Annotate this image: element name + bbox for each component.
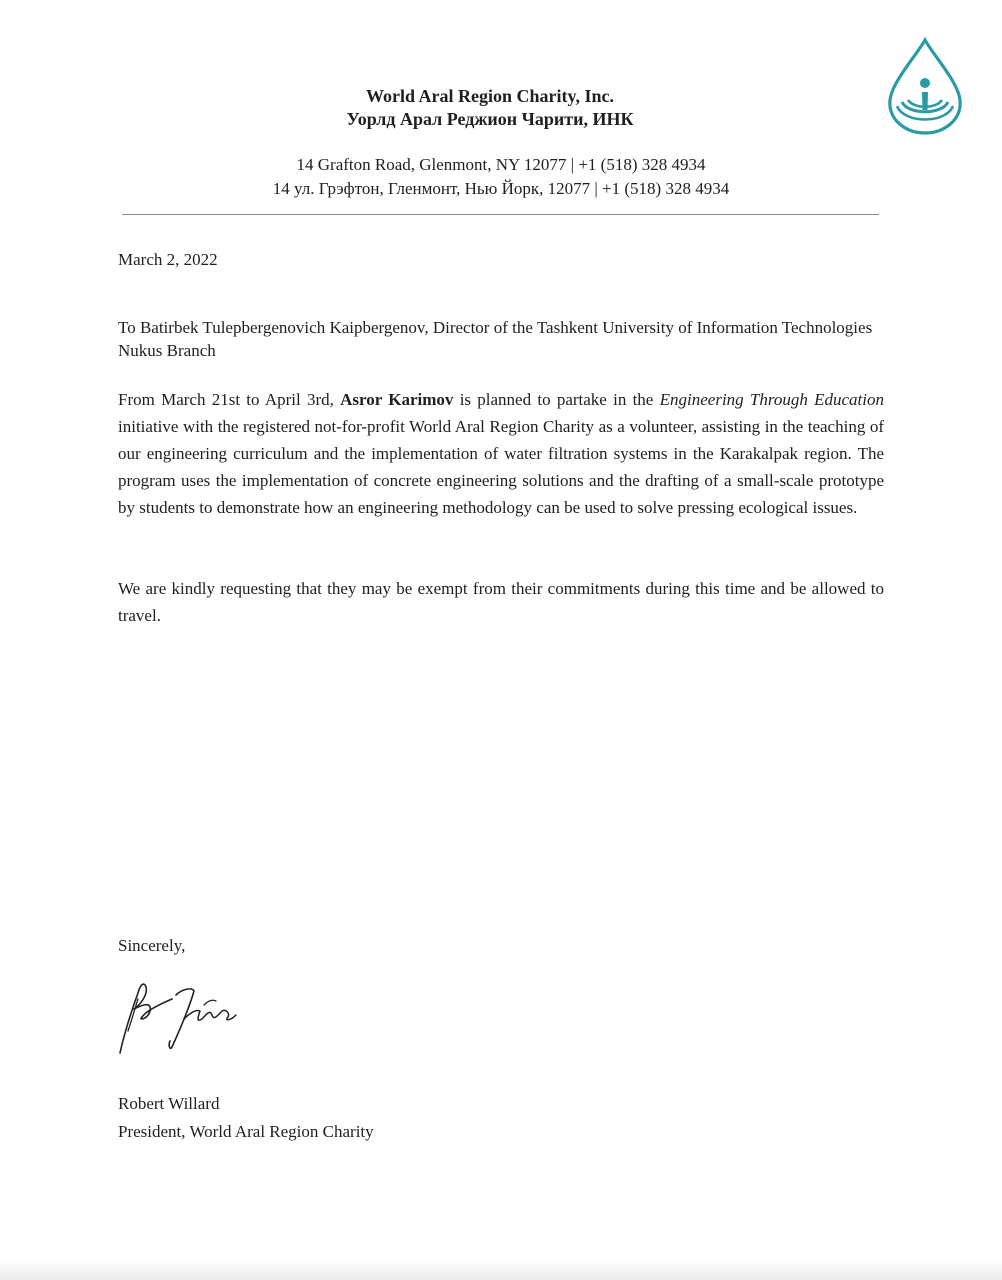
recipient-line: To Batirbek Tulepbergenovich Kaipbergenov, Director of the Tashkent University of Information Technologies Nukus Branch — [118, 318, 873, 360]
page-bottom-shadow — [0, 1258, 1002, 1280]
org-name-english: World Aral Region Charity, Inc. — [365, 86, 614, 106]
para1-text-1: From March 21st to April 3rd, — [118, 390, 341, 409]
volunteer-name: Asror Karimov — [340, 390, 454, 409]
address-english: 14 Grafton Road, Glenmont, NY 12077 | +1 (518) 328 4934 — [296, 155, 706, 174]
signature-icon — [112, 975, 242, 1060]
letter-date: March 2, 2022 — [118, 250, 218, 269]
para1-text-3: initiative with the registered not-for-profit World Aral Region Charity as a volunteer, assisting in the teaching of our engineering curriculum and the implementation of water filtration systems in the Karakalpak region. The program uses the implementation of concrete engineering solutions and the drafting of a small-scale prototype by students to demonstrate how an engineering methodology can be used to solve pressing ecological issues. — [118, 417, 884, 517]
address-russian: 14 ул. Грэфтон, Гленмонт, Нью Йорк, 12077 | +1 (518) 328 4934 — [272, 179, 730, 198]
initiative-name: Engineering Through Education — [659, 390, 884, 409]
closing-salutation: Sincerely, — [118, 936, 186, 955]
signer-title: President, World Aral Region Charity — [118, 1122, 374, 1141]
para1-text-2: is planned to partake in the — [453, 390, 660, 409]
body-paragraph-2: We are kindly requesting that they may be exempt from their commitments during this time and be allowed to travel. — [118, 579, 884, 625]
header-divider — [122, 214, 879, 215]
body-paragraph-1 — [118, 386, 884, 521]
org-name-russian: Уорлд Арал Реджион Чарити, ИНК — [346, 109, 634, 129]
signer-name: Robert Willard — [118, 1094, 220, 1113]
